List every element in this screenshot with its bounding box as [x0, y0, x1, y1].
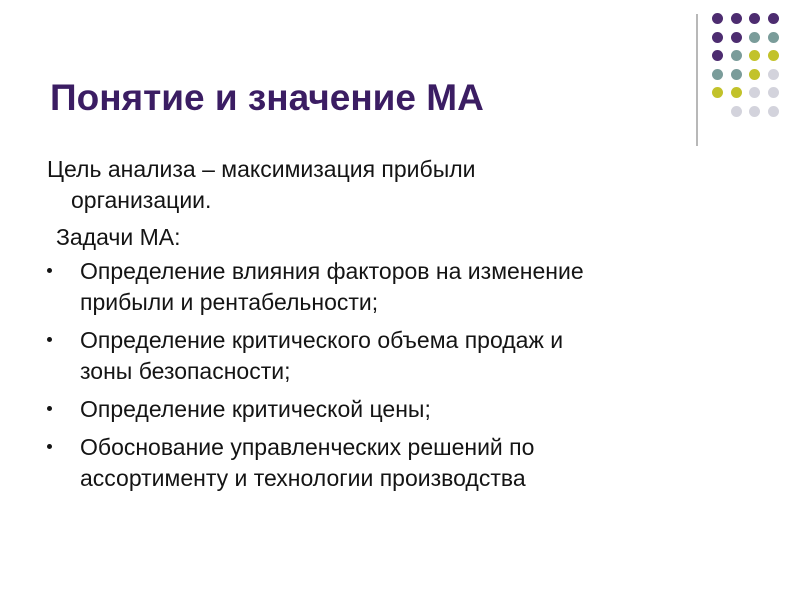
goal-line: Цель анализа – максимизация прибыли: [47, 156, 476, 182]
decorative-dot-light: [768, 69, 779, 80]
decorative-divider: [696, 14, 698, 146]
decorative-dot-purple: [731, 13, 742, 24]
decorative-dot-purple: [749, 13, 760, 24]
bullet-text-line: Определение критической цены;: [80, 396, 431, 422]
tasks-heading: Задачи МА:: [56, 224, 181, 250]
decorative-dot-light: [749, 87, 760, 98]
bullet-item: [47, 256, 737, 318]
decorative-dot-lime: [731, 87, 742, 98]
decorative-dot-lime: [712, 87, 723, 98]
decorative-dot-teal: [712, 69, 723, 80]
decorative-dot-lime: [749, 69, 760, 80]
bullet-text-line: зоны безопасности;: [80, 358, 291, 384]
goal-line: организации.: [71, 187, 212, 213]
decorative-dot-lime: [749, 50, 760, 61]
slide-body: [47, 154, 737, 501]
decorative-dot-teal: [768, 32, 779, 43]
bullet-text-line: Обоснование управленческих решений по: [80, 434, 535, 460]
decorative-dot-purple: [712, 32, 723, 43]
bullet-dot-icon: [47, 444, 52, 449]
bullet-text-line: ассортименту и технологии производства: [80, 465, 526, 491]
goal-paragraph: [47, 154, 737, 216]
bullet-text-line: Определение критического объема продаж и: [80, 327, 564, 353]
bullet-text-line: Определение влияния факторов на изменение: [80, 258, 584, 284]
decorative-dot-purple: [712, 13, 723, 24]
decorative-dot-light: [749, 106, 760, 117]
decorative-dot-grid: [712, 13, 772, 129]
decorative-dot-light: [768, 87, 779, 98]
decorative-dot-purple: [768, 13, 779, 24]
bullet-item: [47, 394, 737, 425]
bullet-item: [47, 325, 737, 387]
bullet-text-line: прибыли и рентабельности;: [80, 289, 379, 315]
decorative-dot-lime: [768, 50, 779, 61]
decorative-dot-teal: [731, 50, 742, 61]
decorative-dot-light: [731, 106, 742, 117]
slide-title: Понятие и значение МА: [50, 77, 484, 118]
decorative-dot-light: [768, 106, 779, 117]
tasks-bullet-list: [47, 256, 737, 494]
decorative-dot-purple: [712, 50, 723, 61]
bullet-item: [47, 432, 737, 494]
bullet-dot-icon: [47, 268, 52, 273]
decorative-dot-teal: [749, 32, 760, 43]
bullet-dot-icon: [47, 406, 52, 411]
decorative-dot-purple: [731, 32, 742, 43]
decorative-dot-teal: [731, 69, 742, 80]
bullet-dot-icon: [47, 337, 52, 342]
